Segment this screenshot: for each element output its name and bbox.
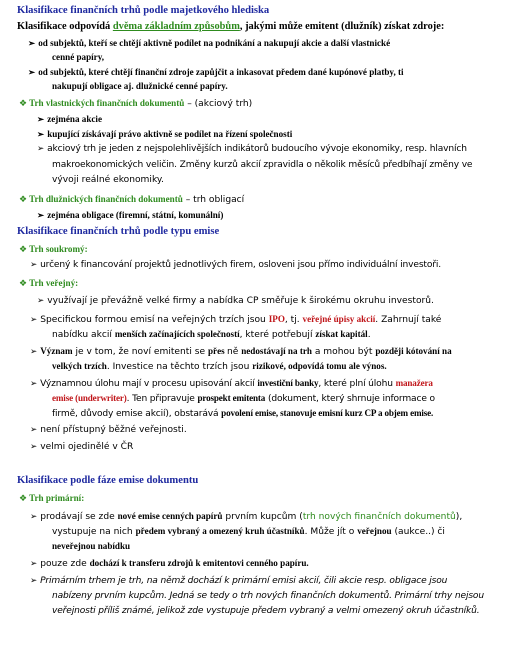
t: přes (208, 346, 227, 356)
public-market-title-text: Trh veřejný: (29, 278, 79, 288)
t: , které potřebují (239, 330, 316, 340)
private-market-title-text: Trh soukromý: (29, 244, 88, 254)
ownership-bullet-1-line-1: od subjektů, kteří se chtějí aktivně podílet na podnikání a nakupují akcie a další vlastnické (38, 38, 391, 48)
t: později kótování na (375, 346, 452, 356)
public-item-5-text: není přístupný běžné veřejnosti. (40, 425, 187, 435)
public-item-5 (30, 424, 187, 437)
private-market-title (19, 243, 88, 257)
t: manažera (395, 378, 433, 388)
ownership-bullet-1-cont: cenné papíry, (52, 52, 105, 62)
public-market-title (19, 277, 78, 291)
t: nové emise cenných papírů (117, 511, 223, 521)
t: a mohou být (311, 347, 376, 357)
arrow-icon: ➢ (30, 260, 38, 270)
equity-desc-1 (37, 143, 467, 156)
public-item-4 (30, 377, 433, 391)
primary-item-3-line-1: Primárním trhem je trh, na němž dochází k primární emisi akcií, čili akcie resp. obligace jsou (40, 576, 448, 586)
equity-market-suffix: – (akciový trh) (184, 99, 253, 109)
t: . Může jít o (304, 527, 358, 537)
t: prvním kupcům ( (222, 512, 303, 522)
arrow-icon: ➢ (30, 559, 38, 569)
arrow-icon: ➢ (37, 296, 45, 306)
primary-market-title-text: Trh primární: (29, 493, 85, 503)
t: Významnou úlohu mají v procesu upisování akcií (40, 379, 258, 389)
t: veřejnou (357, 526, 392, 536)
section-heading-issue-type: Klasifikace finančních trhů podle typu emise (17, 226, 220, 237)
t: nedostávají na trh (241, 346, 312, 356)
diamond-bullet-icon: ❖ (19, 99, 28, 109)
debt-market-title (19, 193, 244, 207)
equity-item-2-text: kupující získávají právo aktivně se podílet na řízení společnosti (47, 129, 293, 139)
public-item-6 (30, 441, 133, 454)
diamond-bullet-icon: ❖ (19, 245, 28, 255)
debt-item-1-text: zejména obligace (firemní, státní, komunální) (47, 210, 224, 220)
diamond-bullet-icon: ❖ (19, 279, 28, 289)
t: menších začínajících společností (114, 329, 240, 339)
equity-item-1 (37, 113, 102, 126)
arrow-icon: ➢ (30, 425, 38, 435)
ownership-bullet-2-cont: nakupují obligace aj. dlužnické cenné papíry. (52, 81, 228, 91)
arrow-icon: ➢ (28, 67, 36, 77)
public-item-3 (30, 345, 452, 359)
t: . Ten připravuje (126, 394, 198, 404)
t: nabídku akcií (52, 330, 115, 340)
debt-item-1 (37, 209, 223, 222)
ownership-bullet-2 (28, 66, 404, 79)
equity-market-title-text: Trh vlastnických finančních dokumentů (29, 98, 185, 108)
primary-item-3-cont-1: nabízeny prvním kupcům. Jedná se tedy o trh nových finančních dokumentů. Primární trhy nejsou (52, 591, 484, 601)
public-item-6-text: velmi ojedinělé v ČR (40, 442, 134, 452)
t: . Zahrnují také (375, 315, 442, 325)
t: emise (underwriter) (52, 393, 127, 403)
arrow-icon: ➢ (37, 114, 45, 124)
t: povolení emise, stanovuje emisní kurz CP a objem emise. (221, 408, 434, 418)
diamond-bullet-icon: ❖ (19, 494, 28, 504)
primary-item-2 (30, 557, 309, 571)
arrow-icon: ➢ (37, 129, 45, 139)
public-item-1 (37, 295, 434, 308)
intro-line (17, 20, 444, 33)
primary-item-1-cont-1 (52, 525, 445, 539)
primary-market-title (19, 492, 84, 506)
debt-market-suffix: – trh obligací (182, 195, 245, 205)
public-item-2-cont (52, 328, 371, 342)
arrow-icon: ➢ (30, 576, 38, 586)
arrow-icon: ➢ (37, 144, 45, 154)
t: investiční banky (257, 378, 319, 388)
arrow-icon: ➢ (30, 315, 38, 325)
t: získat kapitál (315, 329, 368, 339)
t: . Investice na těchto trzích jsou (106, 362, 253, 372)
public-item-4-cont-1 (52, 392, 435, 406)
public-item-3-cont (52, 360, 387, 374)
arrow-icon: ➢ (30, 379, 38, 389)
ownership-bullet-1 (28, 37, 390, 50)
t: . (367, 330, 371, 340)
private-item-1-text: určený k financování projektů jednotlivých firem, osloveni jsou přímo individuální investoři. (40, 260, 441, 270)
private-item-1 (30, 259, 441, 272)
t: velkých trzích (52, 361, 107, 371)
intro-text-3: , jakými může emitent (dlužník) získat zdroje: (239, 21, 445, 32)
ipo-term: IPO (268, 314, 285, 324)
t: firmě, důvody emise akcií), obstarává (52, 409, 222, 419)
primary-item-3 (30, 575, 447, 588)
t: dochází k transferu zdrojů k emitentovi cenného papíru. (89, 558, 309, 568)
t: Význam (40, 346, 73, 356)
intro-text-2: dvěma základním způsobům (112, 21, 240, 32)
t: je v tom, že noví emitenti se (72, 347, 208, 357)
section-heading-issue-phase: Klasifikace podle fáze emise dokumentu (17, 475, 199, 486)
ipo-full-term: veřejné úpisy akcií (302, 314, 376, 324)
public-item-2 (30, 313, 441, 327)
t: pouze zde (40, 559, 90, 569)
equity-item-1-text: zejména akcie (47, 114, 102, 124)
diamond-bullet-icon: ❖ (19, 195, 28, 205)
t: prospekt emitenta (197, 393, 266, 403)
debt-market-title-text: Trh dlužnických finančních dokumentů (29, 194, 183, 204)
equity-desc-3: vývoji reálné ekonomiky. (52, 175, 164, 185)
equity-market-title (19, 97, 252, 111)
section-heading-ownership: Klasifikace finančních trhů podle majetkového hlediska (17, 5, 270, 16)
ownership-bullet-2-line-1: od subjektů, které chtějí finanční zdroje zapůjčit a inkasovat předem dané kupónové platby, ti (38, 67, 404, 77)
primary-item-1 (30, 510, 462, 524)
primary-item-1-cont-2: neveřejnou nabídku (52, 541, 131, 551)
arrow-icon: ➢ (28, 38, 36, 48)
equity-desc-2: makroekonomických veličin. Změny kurzů akcií zpravidla o několik měsíců předbíhají změny ve (52, 160, 473, 170)
public-item-1-text: využívají je převážně velké firmy a nabídka CP směřuje k širokému okruhu investorů. (47, 296, 434, 306)
equity-desc-line-1: akciový trh je jeden z nejspolehlivějších indikátorů budoucího vývoje ekonomiky, resp. hlavních (47, 144, 467, 154)
t: trh nových finančních dokumentů (302, 512, 456, 522)
t: (dokument, který shrnuje informace o (265, 394, 435, 404)
t: , tj. (284, 315, 303, 325)
arrow-icon: ➢ (30, 512, 38, 522)
t: , které plní úlohu (318, 379, 396, 389)
equity-item-2 (37, 128, 292, 141)
t: rizikové, odpovídá tomu ale výnos. (252, 361, 387, 371)
primary-item-3-cont-2: veřejnosti příliš známé, jelikož zde vystupuje předem vybraný a velmi omezený okruh účastníků. (52, 606, 480, 616)
t: (aukce..) či (391, 527, 445, 537)
arrow-icon: ➢ (37, 210, 45, 220)
t: ně (226, 347, 242, 357)
public-item-4-cont-2 (52, 407, 433, 421)
t: ), (455, 512, 463, 522)
t: Specifickou formou emisí na veřejných trzích jsou (40, 315, 269, 325)
t: předem vybraný a omezený kruh účastníků (135, 526, 305, 536)
intro-text-1: Klasifikace odpovídá (17, 21, 113, 32)
t: vystupuje na nich (52, 527, 136, 537)
arrow-icon: ➢ (30, 442, 38, 452)
arrow-icon: ➢ (30, 347, 38, 357)
t: prodávají se zde (40, 512, 118, 522)
